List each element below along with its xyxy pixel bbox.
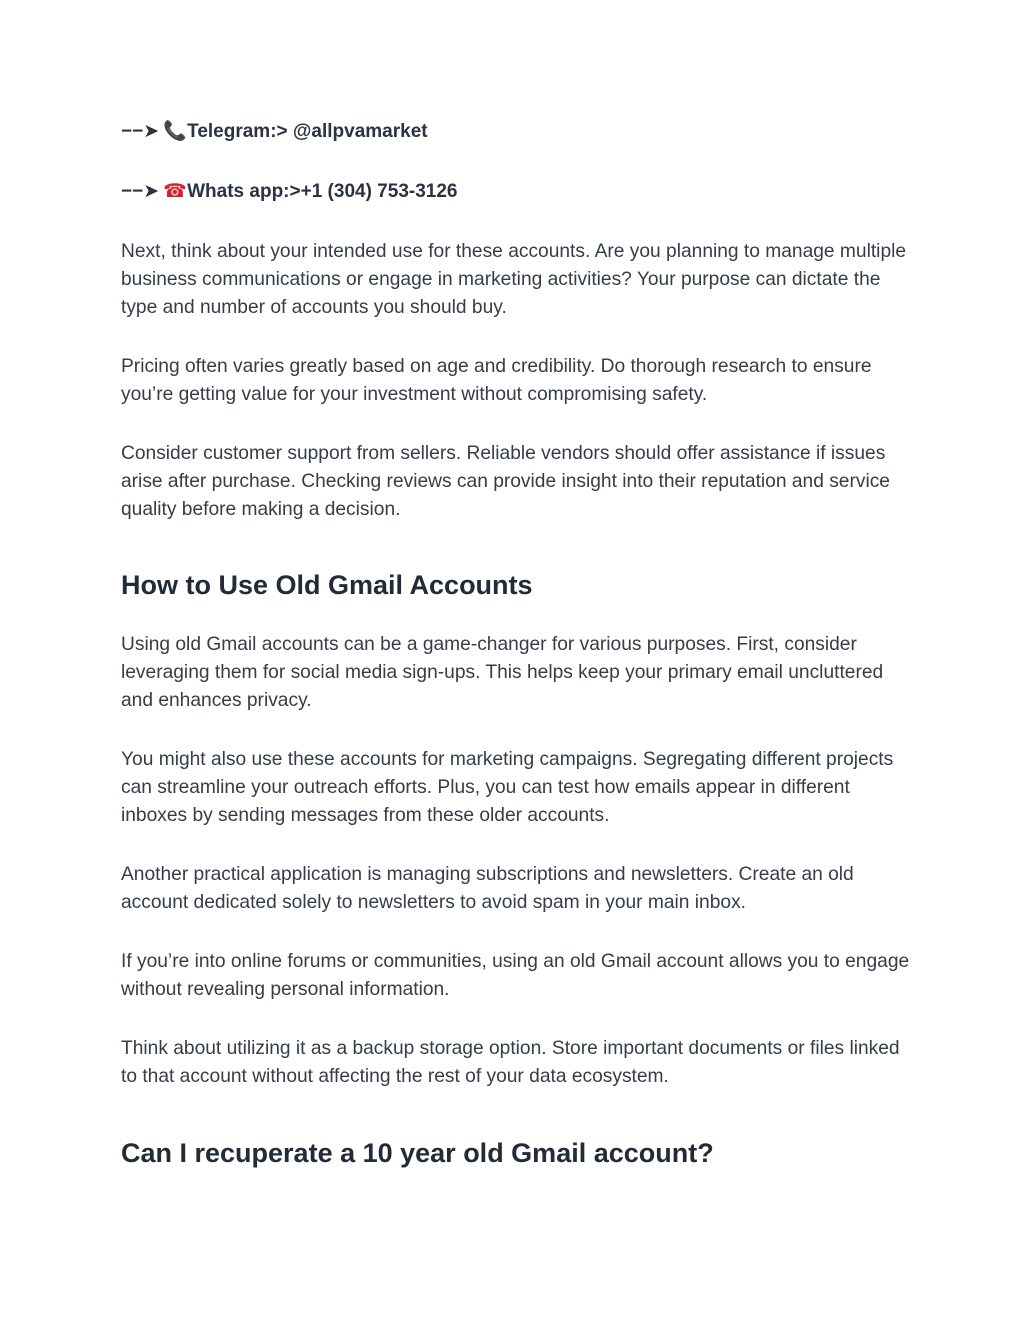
paragraph-subscriptions: Another practical application is managing subscriptions and newsletters. Create an old account dedicated solely to newsletters to avoid spam in your main inbox. [121, 864, 854, 913]
whatsapp-contact-text: Whats app:>+1 (304) 753-3126 [187, 181, 458, 202]
paragraph-marketing-campaigns: You might also use these accounts for marketing campaigns. Segregating different projects can streamline your outreach efforts. Plus, you can test how emails appear in different inboxes by sending messages from these older accounts. [121, 749, 894, 826]
paragraph-intended-use: Next, think about your intended use for these accounts. Are you planning to manage multiple business communications or engage in marketing activities? Your purpose can dictate the type and number of accounts you should buy. [121, 241, 907, 318]
telephone-icon: ☎ [163, 181, 187, 202]
whatsapp-contact-line [121, 180, 457, 204]
arrow-icon: −−➤ [121, 181, 160, 202]
telegram-contact-text: Telegram:> @allpvamarket [187, 121, 428, 142]
phone-icon: 📞 [163, 121, 187, 142]
paragraph-game-changer: Using old Gmail accounts can be a game-changer for various purposes. First, consider leveraging them for social media sign-ups. This helps keep your primary email uncluttered and enhances privacy. [121, 634, 884, 711]
arrow-icon: −−➤ [121, 121, 160, 142]
paragraph-forums: If you’re into online forums or communities, using an old Gmail account allows you to engage without revealing personal information. [121, 951, 910, 1000]
paragraph-customer-support: Consider customer support from sellers. Reliable vendors should offer assistance if issues arise after purchase. Checking reviews can provide insight into their reputation and service quality before making a decision. [121, 443, 890, 520]
paragraph-backup-storage: Think about utilizing it as a backup storage option. Store important documents or files linked to that account without affecting the rest of your data ecosystem. [121, 1038, 900, 1087]
section-heading-how-to-use: How to Use Old Gmail Accounts [121, 570, 533, 600]
section-heading-recuperate: Can I recuperate a 10 year old Gmail account? [121, 1138, 714, 1168]
telegram-contact-line [121, 120, 428, 144]
paragraph-pricing: Pricing often varies greatly based on age and credibility. Do thorough research to ensure you’re getting value for your investment without compromising safety. [121, 356, 872, 405]
